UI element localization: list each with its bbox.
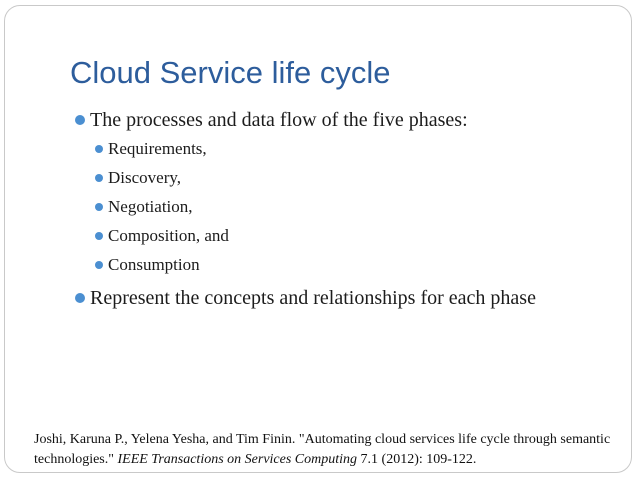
citation-line-1: Joshi, Karuna P., Yelena Yesha, and Tim Finin. "Automating cloud services life cycle through semantic <box>34 432 611 447</box>
sub-bullet-item: Discovery, <box>108 168 182 187</box>
bullet-dot-icon <box>75 293 85 303</box>
sub-bullet-dot-icon <box>95 261 103 269</box>
citation-suffix: 7.1 (2012): 109-122. <box>357 452 477 467</box>
sub-bullet-dot-icon <box>95 145 103 153</box>
sub-bullet-item: Composition, and <box>108 226 229 245</box>
bullet-dot-icon <box>75 115 85 125</box>
bullet-item: The processes and data flow of the five phases: <box>90 109 468 131</box>
sub-bullet-dot-icon <box>95 203 103 211</box>
citation-prefix: technologies." <box>34 452 118 467</box>
citation-journal: IEEE Transactions on Services Computing <box>117 452 358 467</box>
sub-bullet-item: Consumption <box>108 255 200 274</box>
sub-bullet-dot-icon <box>95 174 103 182</box>
citation-line-2 <box>34 450 624 470</box>
citation <box>34 430 624 470</box>
sub-bullet-item: Negotiation, <box>108 197 193 216</box>
sub-bullet-item: Requirements, <box>108 139 207 158</box>
bullet-item: Represent the concepts and relationships for each phase <box>90 287 536 309</box>
sub-bullet-dot-icon <box>95 232 103 240</box>
slide-title: Cloud Service life cycle <box>70 55 391 90</box>
